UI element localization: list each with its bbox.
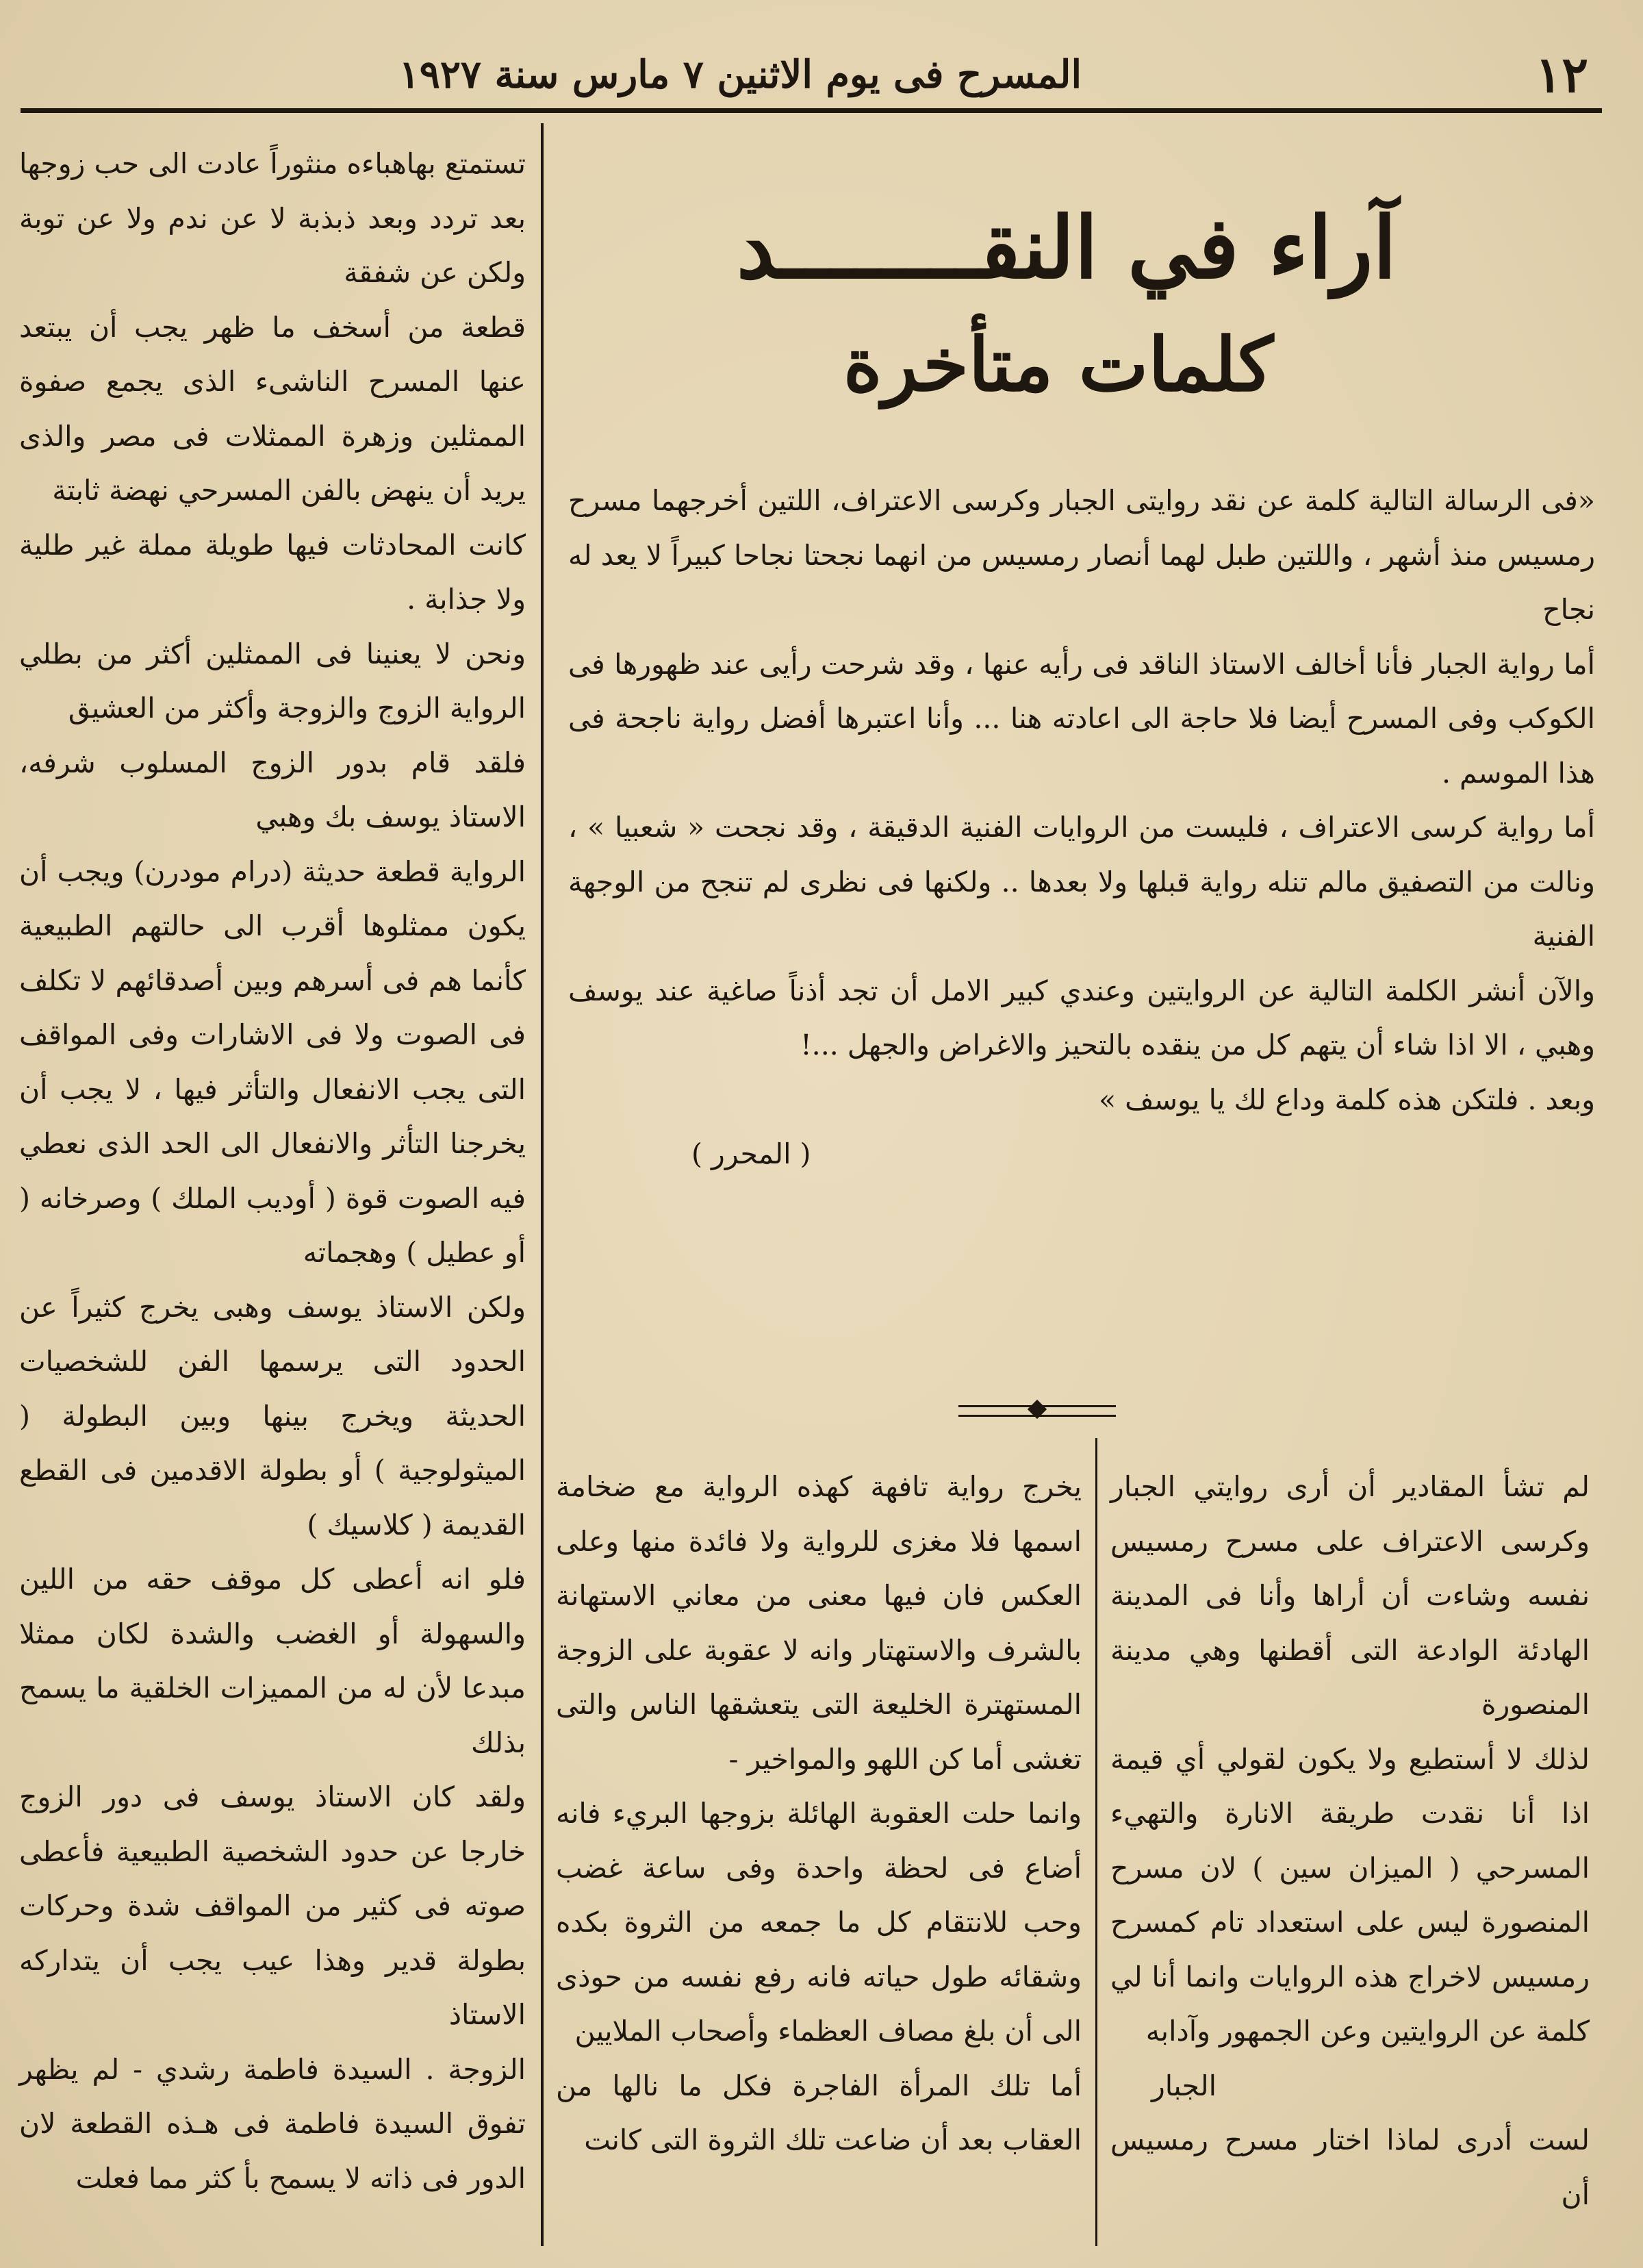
column-paragraph: تستمتع بهاهباءه منثوراً عادت الى حب زوجها بعد تردد وبعد ذبذبة لا عن ندم ولا عن توبة ولكن عن شفقة (19, 147, 526, 289)
column-paragraph: ولكن الاستاذ يوسف وهبى يخرج كثيراً عن الحدود التى يرسمها الفن للشخصيات الحديثة ويخرج بينها وبين البطولة ( الميثولوجية ) أو بطولة الاقدمين فى القطع القديمة ( كلاسيك ) (19, 1290, 526, 1541)
editor-intro (568, 474, 1595, 1182)
page-number: ١٢ (1535, 45, 1588, 103)
column-rule-bottom (1095, 1438, 1097, 2246)
intro-paragraph: أما رواية كرسى الاعتراف ، فليست من الروايات الفنية الدقيقة ، وقد نجحت « شعبيا » ، ونالت من التصفيق مالم تنله رواية قبلها ولا بعدها .. ولكنها فى نظرى لم تنجح من الوجهة الفنية (568, 811, 1595, 953)
left-column (19, 137, 526, 2206)
column-paragraph: ولقد كان الاستاذ يوسف فى دور الزوج خارجا عن حدود الشخصية الطبيعية فأعطى صوته فى كثير من المواقف شدة وحركات بطولة قدير وهذا عيب يجب أن يتداركه الاستاذ (19, 1780, 526, 2031)
column-paragraph: لست أدرى لماذا اختار مسرح رمسيس أن (1110, 2124, 1590, 2211)
letter-signature: الجبار (1151, 2069, 1217, 2102)
masthead: المسرح فى يوم الاثنين ٧ مارس سنة ١٩٢٧ (398, 52, 1082, 97)
column-rule-left (541, 123, 544, 2246)
bottom-middle-column (556, 1460, 1082, 2168)
column-paragraph: لذلك لا أستطيع ولا يكون لقولي أي قيمة اذا أنا نقدت طريقة الانارة والتهيء المسرحي ( الميزان سين ) لان مسرح المنصورة ليس على استعداد تام كمسرح رمسيس لاخراج هذه الروايات وانما أنا لي كلمة عن الروايتين وعن الجمهور وآدابه (1110, 1742, 1590, 2048)
column-paragraph: فلقد قام بدور الزوج المسلوب شرفه، الاستاذ يوسف بك وهبي (19, 746, 526, 833)
intro-paragraph: والآن أنشر الكلمة التالية عن الروايتين وعندي كبير الامل أن تجد أذناً صاغية عند يوسف وهبي ، الا اذا شاء أن يتهم كل من ينقده بالتحيز والاغراض والجهل ...! (568, 974, 1595, 1061)
column-paragraph: لم تشأ المقادير أن أرى روايتي الجبار وكرسى الاعتراف على مسرح رمسيس نفسه وشاءت أن أراها وأنا فى المدينة الهادئة الوادعة التى أقطنها وهي مدينة المنصورة (1110, 1470, 1590, 1721)
column-paragraph: قطعة من أسخف ما ظهر يجب أن يبتعد عنها المسرح الناشىء الذى يجمع صفوة الممثلين وزهرة الممثلات فى مصر والذى يريد أن ينهض بالفن المسرحي نهضة ثابتة (19, 310, 526, 507)
editor-signature: ( المحرر ) (691, 1137, 811, 1170)
column-paragraph: كانت المحادثات فيها طويلة مملة غير طلية ولا جذابة . (19, 528, 526, 616)
intro-paragraph: أما رواية الجبار فأنا أخالف الاستاذ الناقد فى رأيه عنها ، وقد شرحت رأيى عند ظهورها فى الكوكب وفى المسرح أيضا فلا حاجة الى اعادته هنا ... وأنا اعتبرها أفضل رواية ناجحة فى هذا الموسم . (568, 647, 1595, 790)
column-paragraph: أما تلك المرأة الفاجرة فكل ما نالها من العقاب بعد أن ضاعت تلك الثروة التى كانت (556, 2069, 1082, 2156)
column-paragraph: الرواية قطعة حديثة (درام مودرن) ويجب أن يكون ممثلوها أقرب الى حالتهم الطبيعية كأنما هم فى أسرهم وبين أصدقائهم لا تكلف فى الصوت ولا فى الاشارات وفى المواقف التى يجب الانفعال والتأثر فيها ، لا يجب أن يخرجنا التأثر والانفعال الى الحد الذى نعطي فيه الصوت قوة ( أوديب الملك ) وصرخانه ( أو عطيل ) وهجماته (19, 855, 526, 1269)
column-paragraph: ونحن لا يعنينا فى الممثلين أكثر من بطلي الرواية الزوج والزوجة وأكثر من العشيق (19, 637, 526, 724)
page-header (21, 42, 1602, 118)
column-paragraph: يخرج رواية تافهة كهذه الرواية مع ضخامة اسمها فلا مغزى للرواية ولا فائدة منها وعلى العكس فان فيها معنى من معاني الاستهانة بالشرف والاستهتار وانه لا عقوبة على الزوجة المستهترة الخليعة التى يتعشقها الناس والتى تغشى أما كن اللهو والمواخير - (556, 1470, 1082, 1776)
article-subheadline: كلمات متأخرة (843, 322, 1273, 408)
column-paragraph: الزوجة . السيدة فاطمة رشدي - لم يظهر تفوق السيدة فاطمة فى هـذه القطعة لان الدور فى ذاته لا يسمح بأ كثر مما فعلت (19, 2052, 526, 2195)
column-paragraph: وانما حلت العقوبة الهائلة بزوجها البريء فانه أضاع فى لحظة واحدة وفى ساعة غضب وحب للانتقام كل ما جمعه من الثروة بكده وشقائه طول حياته فانه رفع نفسه من حوذى الى أن بلغ مصاف العظماء وأصحاب الملايين (556, 1797, 1082, 2048)
column-paragraph: فلو انه أعطى كل موقف حقه من اللين والسهولة أو الغضب والشدة لكان ممثلا مبدعا لأن له من المميزات الخلقية ما يسمح بذلك (19, 1563, 526, 1759)
header-rule (21, 108, 1602, 113)
article-headline: آراء في النقــــــــد (736, 199, 1397, 298)
intro-paragraph: «فى الرسالة التالية كلمة عن نقد روايتى الجبار وكرسى الاعتراف، اللتين أخرجهما مسرح رمسيس منذ أشهر ، واللتين طبل لهما أنصار رمسيس من انهما نجحتا نجاحا كبيراً لا يعد له نجاح (568, 484, 1595, 626)
bottom-right-column (1110, 1460, 1590, 2222)
section-divider (958, 1402, 1116, 1420)
intro-paragraph: وبعد . فلتكن هذه كلمة وداع لك يا يوسف » (1099, 1083, 1595, 1116)
